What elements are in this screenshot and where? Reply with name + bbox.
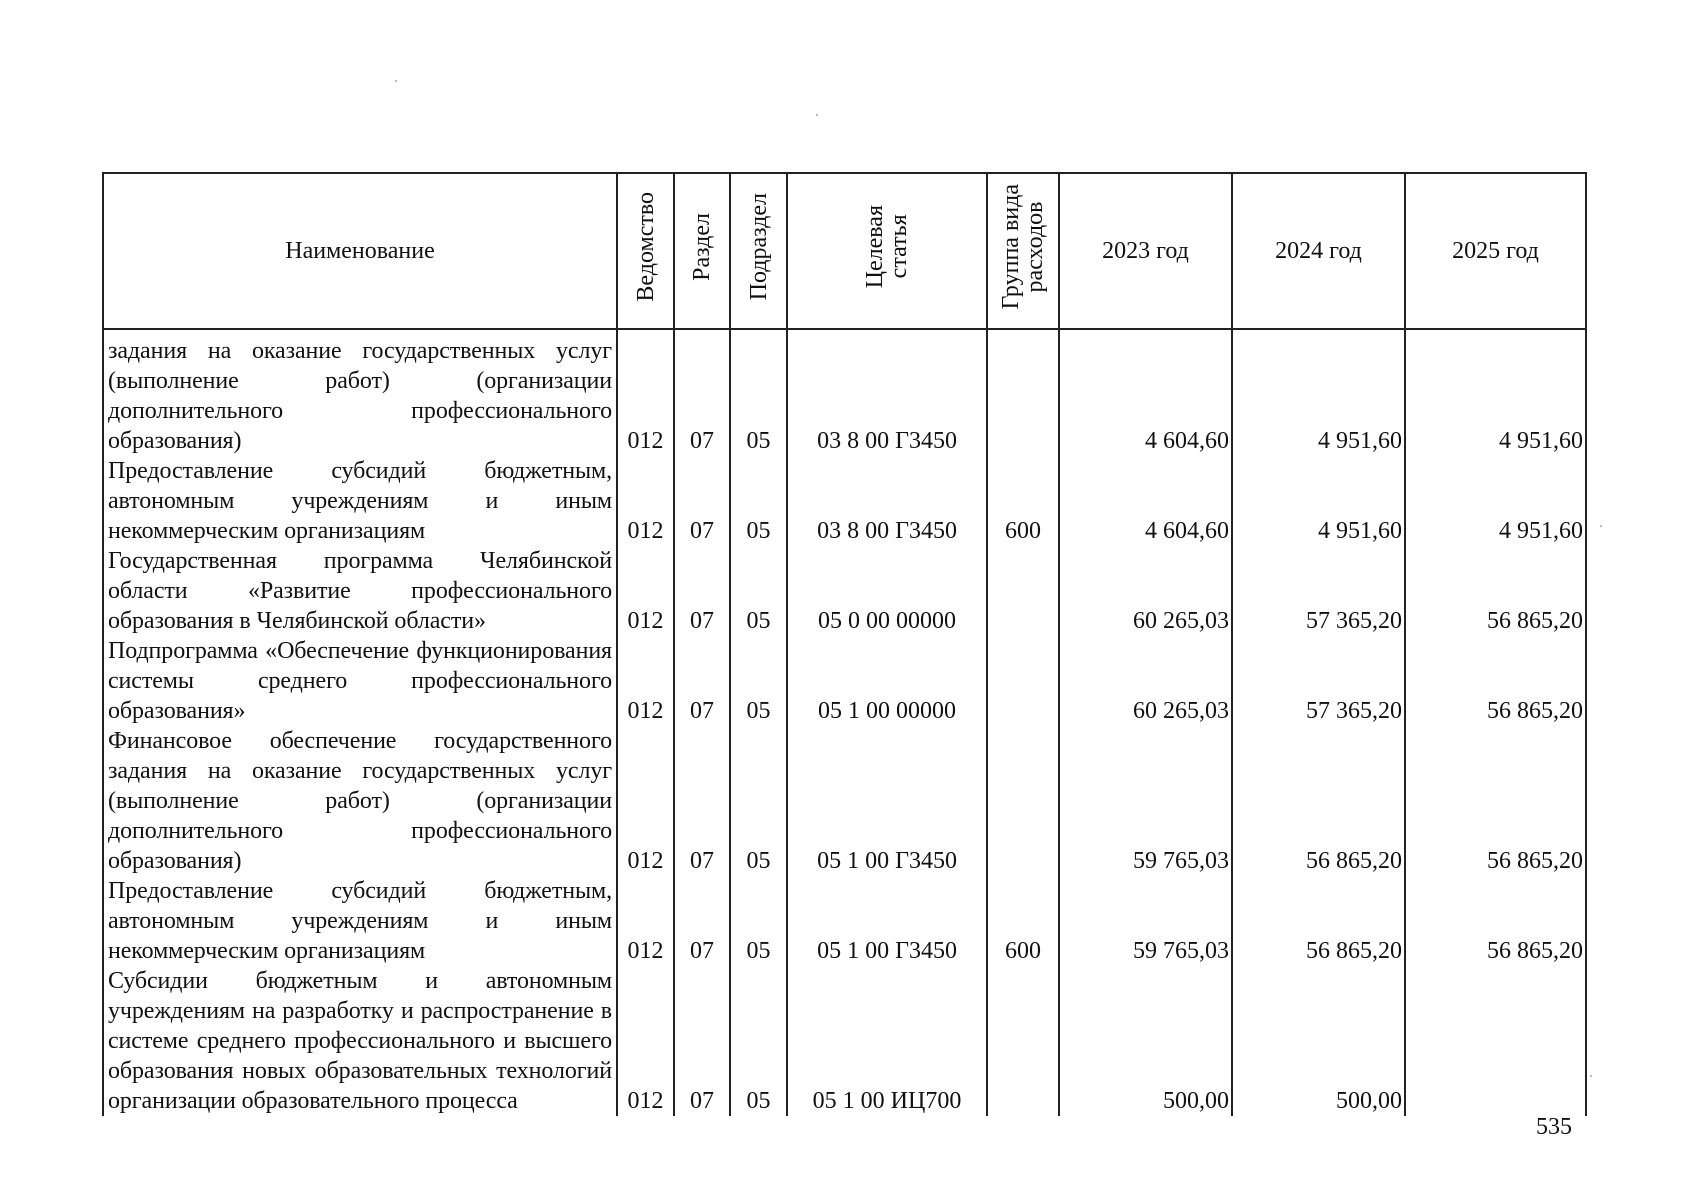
- cell-section: 07: [674, 456, 730, 546]
- header-name: Наименование: [103, 173, 617, 329]
- cell-expense-group: 600: [987, 876, 1059, 966]
- cell-2025: 56 865,20: [1405, 726, 1586, 876]
- cell-expense-group: 600: [987, 456, 1059, 546]
- cell-section: 07: [674, 329, 730, 456]
- cell-2023: 59 765,03: [1059, 876, 1232, 966]
- cell-expense-group: [987, 329, 1059, 456]
- cell-expense-group: [987, 546, 1059, 636]
- table-row: [103, 726, 1586, 876]
- cell-department: 012: [617, 546, 674, 636]
- cell-2025: [1405, 966, 1586, 1116]
- cell-target-article: 05 1 00 ИЦ700: [787, 966, 987, 1116]
- cell-subsection: 05: [730, 726, 787, 876]
- header-expense-group: Группа вида расходов: [987, 173, 1059, 329]
- cell-target-article: 05 1 00 Г3450: [787, 876, 987, 966]
- cell-department: 012: [617, 456, 674, 546]
- cell-subsection: 05: [730, 456, 787, 546]
- cell-expense-group: [987, 966, 1059, 1116]
- cell-department: 012: [617, 726, 674, 876]
- cell-subsection: 05: [730, 546, 787, 636]
- cell-2025: 56 865,20: [1405, 876, 1586, 966]
- table-row: [103, 546, 1586, 636]
- table-row: [103, 636, 1586, 726]
- header-department: Ведомство: [617, 173, 674, 329]
- scan-speck: [395, 80, 397, 82]
- cell-name: Предоставление субсидий бюджетным, автономным учреждениям и иным некоммерческим организациям: [103, 876, 617, 966]
- cell-subsection: 05: [730, 966, 787, 1116]
- header-2025: 2025 год: [1405, 173, 1586, 329]
- cell-name: Финансовое обеспечение государственного задания на оказание государственных услуг (выполнение работ) (организации дополнительного профессионального образования): [103, 726, 617, 876]
- cell-2024: 57 365,20: [1232, 546, 1405, 636]
- cell-2024: 57 365,20: [1232, 636, 1405, 726]
- cell-2023: 60 265,03: [1059, 546, 1232, 636]
- cell-department: 012: [617, 636, 674, 726]
- cell-department: 012: [617, 966, 674, 1116]
- cell-target-article: 03 8 00 Г3450: [787, 329, 987, 456]
- header-section: Раздел: [674, 173, 730, 329]
- cell-subsection: 05: [730, 876, 787, 966]
- table-row: [103, 329, 1586, 456]
- header-2024: 2024 год: [1232, 173, 1405, 329]
- cell-2024: 500,00: [1232, 966, 1405, 1116]
- cell-section: 07: [674, 636, 730, 726]
- cell-expense-group: [987, 636, 1059, 726]
- cell-2023: 4 604,60: [1059, 456, 1232, 546]
- cell-target-article: 05 1 00 00000: [787, 636, 987, 726]
- cell-2024: 4 951,60: [1232, 456, 1405, 546]
- header-subsection: Подраздел: [730, 173, 787, 329]
- cell-name: Предоставление субсидий бюджетным, автономным учреждениям и иным некоммерческим организациям: [103, 456, 617, 546]
- scan-speck: [816, 114, 818, 116]
- cell-2025: 4 951,60: [1405, 456, 1586, 546]
- cell-expense-group: [987, 726, 1059, 876]
- cell-2023: 59 765,03: [1059, 726, 1232, 876]
- cell-2025: 56 865,20: [1405, 636, 1586, 726]
- table-header-row: [103, 173, 1586, 329]
- cell-2025: 4 951,60: [1405, 329, 1586, 456]
- table-row: [103, 876, 1586, 966]
- cell-2023: 500,00: [1059, 966, 1232, 1116]
- cell-target-article: 05 0 00 00000: [787, 546, 987, 636]
- cell-target-article: 03 8 00 Г3450: [787, 456, 987, 546]
- cell-2025: 56 865,20: [1405, 546, 1586, 636]
- cell-2023: 4 604,60: [1059, 329, 1232, 456]
- page-number: 535: [1536, 1114, 1572, 1140]
- cell-department: 012: [617, 329, 674, 456]
- cell-2024: 56 865,20: [1232, 876, 1405, 966]
- table-row: [103, 966, 1586, 1116]
- cell-section: 07: [674, 726, 730, 876]
- cell-target-article: 05 1 00 Г3450: [787, 726, 987, 876]
- cell-2024: 56 865,20: [1232, 726, 1405, 876]
- cell-name: задания на оказание государственных услуг (выполнение работ) (организации дополнительного профессионального образования): [103, 329, 617, 456]
- cell-name: Государственная программа Челябинской области «Развитие профессионального образования в Челябинской области»: [103, 546, 617, 636]
- cell-section: 07: [674, 966, 730, 1116]
- cell-name: Подпрограмма «Обеспечение функционирования системы среднего профессионального образования»: [103, 636, 617, 726]
- cell-subsection: 05: [730, 636, 787, 726]
- scan-speck: [1590, 1075, 1592, 1077]
- scan-speck: [1600, 525, 1602, 527]
- header-2023: 2023 год: [1059, 173, 1232, 329]
- cell-2023: 60 265,03: [1059, 636, 1232, 726]
- cell-section: 07: [674, 546, 730, 636]
- cell-subsection: 05: [730, 329, 787, 456]
- cell-name: Субсидии бюджетным и автономным учреждениям на разработку и распространение в системе среднего профессионального и высшего образования новых образовательных технологий организации образовательного процесса: [103, 966, 617, 1116]
- header-target-article: Целевая статья: [787, 173, 987, 329]
- budget-table: [102, 172, 1587, 1116]
- cell-department: 012: [617, 876, 674, 966]
- table-row: [103, 456, 1586, 546]
- cell-section: 07: [674, 876, 730, 966]
- cell-2024: 4 951,60: [1232, 329, 1405, 456]
